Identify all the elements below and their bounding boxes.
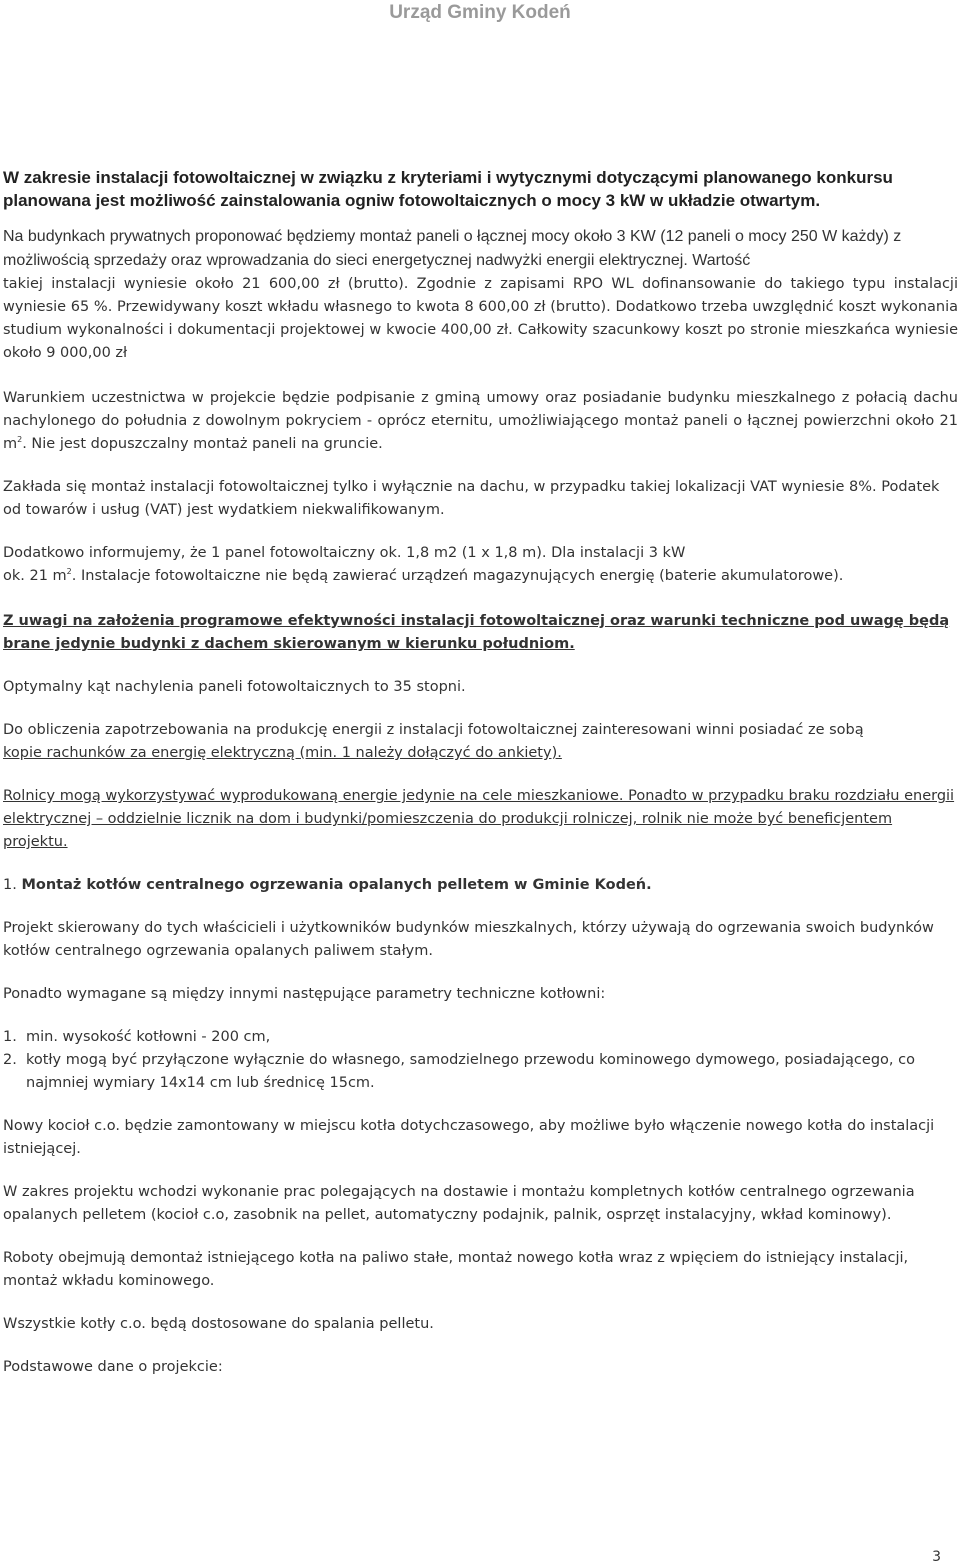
list-item-number: 2. xyxy=(3,1052,17,1068)
paragraph-vat: Zakłada się montaż instalacji fotowoltaicznej tylko i wyłącznie na dachu, w przypadku takiej lokalizacji VAT wyniesie 8%. Podatek od towarów i usług (VAT) jest wydatkiem niekwalifikowanym. xyxy=(3,479,940,518)
list-item-text: min. wysokość kotłowni - 200 cm, xyxy=(26,1029,271,1045)
panel-size-text-end: . Instalacje fotowoltaiczne nie będą zawierać urządzeń magazynujących energię (baterie akumulatorowe). xyxy=(71,568,844,584)
paragraph-new-boiler: Nowy kocioł c.o. będzie zamontowany w miejscu kotła dotychczasowego, aby możliwe było włączenie nowego kotła do instalacji istniejącej. xyxy=(3,1118,935,1157)
page-number: 3 xyxy=(932,1549,941,1565)
paragraph-farmers: Rolnicy mogą wykorzystywać wyprodukowaną energie jedynie na cele mieszkaniowe. Ponadto w przypadku braku rozdziału energii elektrycznej – oddzielnie licznik na dom i budynki/pomieszczenia do produkcji rolniczej, rolnik nie może być beneficjentem projektu. xyxy=(3,788,955,850)
paragraph-pricing-a: Na budynkach prywatnych proponować będziemy montaż paneli o łącznej mocy około 3 KW (12 paneli o mocy 250 W każdy) z możliwością sprzedaży oraz wprowadzania do sieci energetycznej nadwyżki energii elektrycznej. Wartość xyxy=(3,228,902,269)
paragraph-bills-a: Do obliczenia zapotrzebowania na produkcję energii z instalacji fotowoltaicznej zainteresowani winni posiadać ze sobą xyxy=(3,722,864,738)
paragraph-pellet: Wszystkie kotły c.o. będą dostosowane do spalania pelletu. xyxy=(3,1316,434,1332)
paragraph-angle: Optymalny kąt nachylenia paneli fotowoltaicznych to 35 stopni. xyxy=(3,679,466,695)
section-heading xyxy=(3,874,958,897)
conditions-text-end: . Nie jest dopuszczalny montaż paneli na gruncie. xyxy=(22,436,383,452)
section-number: 1. xyxy=(3,877,17,893)
list-item-number: 1. xyxy=(3,1029,17,1045)
paragraph-basic-data: Podstawowe dane o projekcie: xyxy=(3,1359,223,1375)
section-title: Montaż kotłów centralnego ogrzewania opalanych pelletem w Gminie Kodeń. xyxy=(21,877,652,893)
paragraph-parameters: Ponadto wymagane są między innymi następujące parametry techniczne kotłowni: xyxy=(3,986,606,1002)
paragraph-conditions xyxy=(3,387,958,456)
paragraph-panel-size-a: Dodatkowo informujemy, że 1 panel fotowoltaiczny ok. 1,8 m2 (1 x 1,8 m). Dla instalacji 3 kW xyxy=(3,545,686,561)
conditions-text: Warunkiem uczestnictwa w projekcie będzie podpisanie z gminą umowy oraz posiadanie budynku mieszkalnego z połacią dachu nachylonego do południa z dowolnym pokryciem - oprócz eternitu, umożliwiającego montaż paneli o łącznej powierzchni około 21 m xyxy=(3,390,958,452)
superscript: 2 xyxy=(17,435,23,445)
list-item xyxy=(3,1049,958,1095)
paragraph-bills-b: kopie rachunków za energię elektryczną (min. 1 należy dołączyć do ankiety). xyxy=(3,745,562,761)
parameters-list xyxy=(3,1026,958,1095)
paragraph-roof-orientation: Z uwagi na założenia programowe efektywności instalacji fotowoltaicznej oraz warunki techniczne pod uwagę będą brane jedynie budynki z dachem skierowanym w kierunku południom. xyxy=(3,613,950,652)
paragraph-works: Roboty obejmują demontaż istniejącego kotła na paliwo stałe, montaż nowego kotła wraz z wpięciem do istniejący instalacji, montaż wkładu kominowego. xyxy=(3,1250,909,1289)
list-item-text: kotły mogą być przyłączone wyłącznie do własnego, samodzielnego przewodu kominowego dymowego, posiadającego, co najmniej wymiary 14x14 cm lub średnicę 15cm. xyxy=(26,1052,915,1091)
page-header: Urząd Gminy Kodeń xyxy=(389,2,571,23)
document-body xyxy=(3,167,958,1379)
paragraph-pricing-b: takiej instalacji wyniesie około 21 600,00 zł (brutto). Zgodnie z zapisami RPO WL dofinansowanie do takiego typu instalacji wyniesie 65 %. Przewidywany koszt wkładu własnego to kwota 8 600,00 zł (brutto). Dodatkowo trzeba uwzględnić koszt wykonania studium wykonalności i dokumentacji projektowej w kwocie 400,00 zł. Całkowity szacunkowy koszt po stronie mieszkańca wyniesie około 9 000,00 zł xyxy=(3,276,958,361)
paragraph-scope: W zakres projektu wchodzi wykonanie prac polegających na dostawie i montażu kompletnych kotłów centralnego ogrzewania opalanych pelletem (kocioł c.o, zasobnik na pellet, automatyczny podajnik, palnik, osprzęt instalacyjny, wkład kominowy). xyxy=(3,1184,915,1223)
paragraph-project-target: Projekt skierowany do tych właścicieli i użytkowników budynków mieszkalnych, którzy używają do ogrzewania swoich budynków kotłów centralnego ogrzewania opalanych paliwem stałym. xyxy=(3,920,934,959)
panel-size-text: ok. 21 m xyxy=(3,568,67,584)
superscript: 2 xyxy=(66,567,72,577)
paragraph-panel-size-b xyxy=(3,565,958,588)
list-item xyxy=(3,1026,958,1049)
intro-paragraph: W zakresie instalacji fotowoltaicznej w związku z kryteriami i wytycznymi dotyczącymi planowanego konkursu planowana jest możliwość zainstalowania ogniw fotowoltaicznych o mocy 3 kW w układzie otwartym. xyxy=(3,168,893,210)
